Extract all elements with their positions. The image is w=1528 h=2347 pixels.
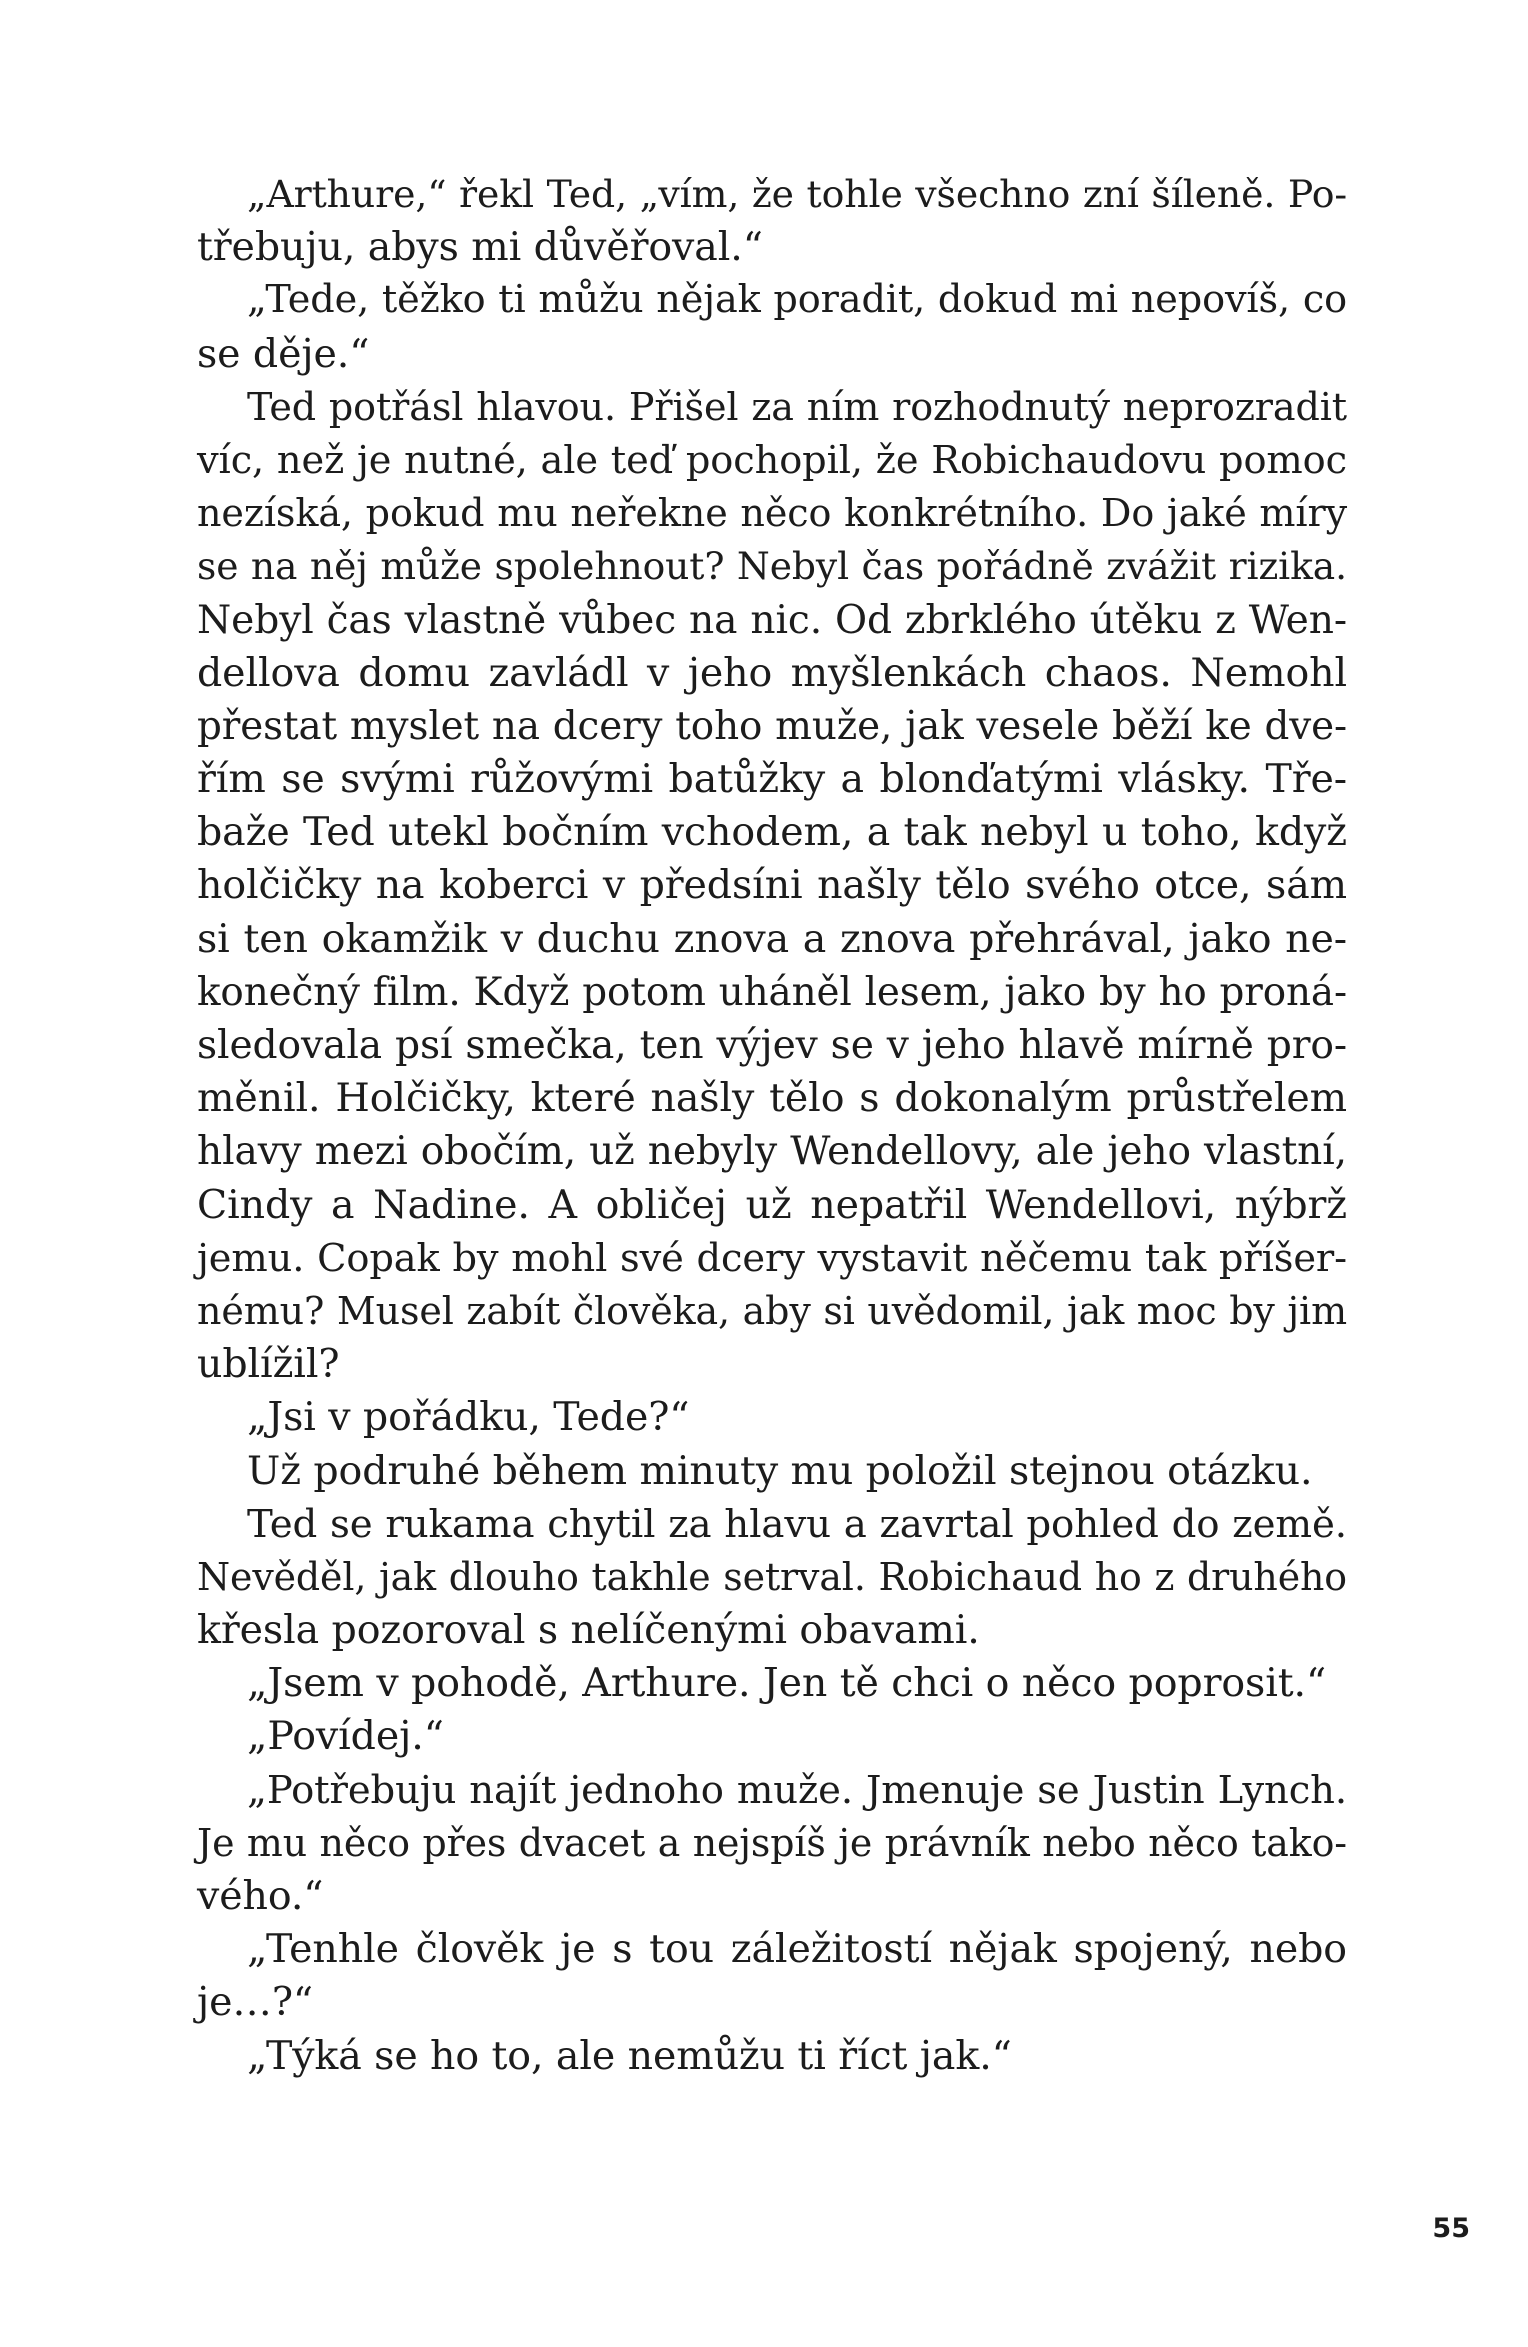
text-line: „Tenhle člověk je s tou záležitostí nějak spojený, nebo (247, 1926, 1347, 1973)
text-line: měnil. Holčičky, které našly tělo s dokonalým průstřelem (197, 1075, 1347, 1122)
text-line: „Jsi v pořádku, Tede?“ (247, 1394, 690, 1441)
text-line: vého.“ (197, 1873, 324, 1919)
text-line: „Tede, těžko ti můžu nějak poradit, dokud mi nepovíš, co (247, 278, 1347, 323)
text-line: Je mu něco přes dvacet a nejspíš je právník nebo něco tako- (197, 1820, 1347, 1865)
text-line: se děje.“ (197, 330, 370, 377)
text-line: víc, než je nutné, ale teď pochopil, že Robichaudovu pomoc (197, 437, 1347, 483)
text-line: „Povídej.“ (247, 1713, 444, 1760)
text-line: je…?“ (197, 1979, 313, 2026)
text-line: sledovala psí smečka, ten výjev se v jeho hlavě mírně pro- (197, 1023, 1347, 1068)
text-line: „Jsem v pohodě, Arthure. Jen tě chci o něco poprosit.“ (247, 1660, 1327, 1707)
text-line: Nevěděl, jak dlouho takhle setrval. Robichaud ho z druhého (197, 1554, 1347, 1599)
text-line: Ted se rukama chytil za hlavu a zavrtal pohled do země. (247, 1501, 1347, 1547)
text-line: dellova domu zavládl v jeho myšlenkách chaos. Nemohl (197, 649, 1347, 696)
text-line: „Týká se ho to, ale nemůžu ti říct jak.“ (247, 2032, 1012, 2079)
body-text (197, 168, 1347, 2083)
text-line: se na něj může spolehnout? Nebyl čas pořádně zvážit rizika. (197, 544, 1347, 589)
text-line: křesla pozoroval s nelíčenými obavami. (197, 1607, 980, 1654)
text-line: řím se svými růžovými batůžky a blonďatými vlásky. Tře- (197, 756, 1347, 803)
text-line: přestat myslet na dcery toho muže, jak vesele běží ke dve- (197, 703, 1347, 749)
text-line: třebuju, abys mi důvěřoval.“ (197, 224, 763, 271)
text-line: „Arthure,“ řekl Ted, „vím, že tohle všechno zní šíleně. Po- (247, 172, 1347, 216)
page-number: 55 (1432, 2213, 1470, 2244)
text-line: „Potřebuju najít jednoho muže. Jmenuje se Justin Lynch. (247, 1767, 1347, 1813)
text-line: jemu. Copak by mohl své dcery vystavit něčemu tak příšer- (197, 1235, 1347, 1281)
text-line: Ted potřásl hlavou. Přišel za ním rozhodnutý neprozradit (247, 384, 1347, 429)
text-line: Už podruhé během minuty mu položil stejnou otázku. (247, 1447, 1313, 1494)
text-line: konečný film. Když potom uháněl lesem, jako by ho proná- (197, 969, 1347, 1015)
text-line: nezíská, pokud mu neřekne něco konkrétního. Do jaké míry (197, 491, 1347, 536)
text-line: Nebyl čas vlastně vůbec na nic. Od zbrklého útěku z Wen- (197, 597, 1347, 643)
text-line: baže Ted utekl bočním vchodem, a tak nebyl u toho, když (197, 809, 1347, 856)
text-line: hlavy mezi obočím, už nebyly Wendellovy, ale jeho vlastní, (197, 1129, 1347, 1175)
text-line: holčičky na koberci v předsíni našly tělo svého otce, sám (197, 862, 1347, 909)
text-line: ublížil? (197, 1341, 340, 1388)
text-line: Cindy a Nadine. A obličej už nepatřil Wendellovi, nýbrž (197, 1181, 1347, 1228)
text-line: si ten okamžik v duchu znova a znova přehrával, jako ne- (197, 915, 1347, 962)
text-line: nému? Musel zabít člověka, aby si uvědomil, jak moc by jim (197, 1288, 1347, 1333)
